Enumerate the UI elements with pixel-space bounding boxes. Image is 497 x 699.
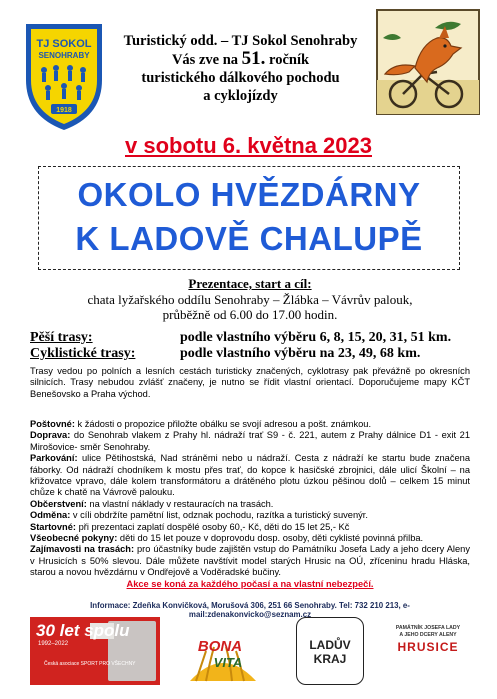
routes-section [30, 330, 480, 362]
laduv-kraj-line2: KRAJ [313, 652, 347, 666]
intro-paragraph: Trasy vedou po polních a lesních cestách turisticky značených, cyklotrasy pak převážně po okresních silnicích. Trasy nebudou zvlášť značeny, je nutno se řídit vlastní orientací. Doporučujeme mapy KČT Benešovsko a Praha východ. [30, 366, 470, 399]
event-date: v sobotu 6. května 2023 [125, 133, 372, 158]
hrusice-line2: A JEHO DCERY ALENY [399, 631, 457, 638]
registration-heading: Prezentace, start a cíl: [188, 276, 312, 291]
event-title-line2: K LADOVĚ CHALUPĚ [75, 220, 423, 257]
cycling-routes-value: podle vlastního výběru na 23, 49, 68 km. [180, 346, 421, 361]
info-item-fee: Startovné: při prezentaci zaplatí dospělé osoby 60,- Kč, děti do 15 let 25,- Kč [30, 521, 350, 532]
weather-risk-warning: Akce se koná za každého počasí a na vlastní nebezpečí. [126, 578, 374, 589]
registration-place: chata lyžařského oddílu Senohraby – Žlábka – Vávrův palouk, [87, 291, 413, 307]
walking-routes-value: podle vlastního výběru 6, 8, 15, 20, 31, 51 km. [180, 330, 452, 345]
organizer-invitation [108, 32, 373, 105]
walking-routes-row [30, 330, 480, 346]
walking-routes-label: Pěší trasy: [30, 330, 93, 345]
hrusice-name: HRUSICE [397, 640, 459, 654]
info-item-attractions: Zajímavosti na trasách: pro účastníky bude zajištěn vstup do Památníku Josefa Lady a jeho dcery Aleny v Hrusicích s 50% slevou. Dále můžete navštívit model starých Hrusic na OÚ, zříceninu hradu Hláska, starou a novou hvězdárnu v Ondřejově a Voděradské bučiny. [30, 544, 470, 578]
invitation-line: Vás zve na 51. ročník [171, 48, 310, 69]
sport-logo-subtitle: Česká asociace SPORT PRO VŠECHNY [44, 661, 136, 667]
event-type-line2: a cyklojízdy [203, 88, 278, 104]
tj-sokol-logo [22, 20, 106, 132]
organizer-name: Turistický odd. – TJ Sokol Senohraby [123, 33, 358, 49]
fox-cyclist-illustration [375, 8, 481, 116]
registration-section [40, 276, 460, 323]
hrusice-memorial-logo [380, 625, 476, 677]
sport-pro-vsechny-logo [30, 617, 160, 685]
info-section [30, 419, 470, 590]
info-item-refreshment: Občerstvení: na vlastní náklady v restauracích na trasách. [30, 498, 274, 509]
event-title-box [38, 166, 460, 270]
edition-number: 51. [241, 48, 266, 69]
info-item-instructions: Všeobecné pokyny: děti do 15 let pouze v doprovodu dosp. osoby, děti cyklisté povinná přilba. [30, 533, 424, 544]
sport-logo-title: 30 let spolu [36, 621, 130, 640]
info-item-reward: Odměna: v cíli obdržíte pamětní list, odznak pochodu, razítka a turistický suvenýr. [30, 510, 368, 521]
event-title-line1: OKOLO HVĚZDÁRNY [77, 176, 421, 213]
info-item-transport: Doprava: do Senohrab vlakem z Prahy hl. nádraží trať S9 - č. 221, autem z Prahy dálnice D1 - exit 21 Mirošovice- směr Senohraby. [30, 430, 470, 452]
bonavita-line2: VITA [213, 655, 243, 670]
laduv-kraj-logo [296, 617, 364, 685]
contact-info: Informace: Zdeňka Konvičková, Morušová 306, 251 66 Senohraby. Tel: 732 210 213, e-mail:zdenakonvicko@seznam.cz [90, 601, 410, 619]
bonavita-line1: BONA [197, 638, 243, 655]
info-item-parking: Parkování: ulice Pětihostská, Nad stráněmi nebo u nádraží. Cesta z nádraží ke startu bude značena fáborky. Od nádraží chodníkem k mostu přes trať, do kopce k hasičské zbrojnici, dále ulicí Školní – na křižovatce vpravo, dále kolem transformátoru a drátěného plotu úzkou pěšinou dolů – celkem 15 minut chůze k chatě na Vávrově palouku. [30, 453, 470, 498]
event-type-line1: turistického dálkového pochodu [141, 70, 340, 86]
cycling-routes-label: Cyklistické trasy: [30, 346, 136, 361]
logo-top-text: TJ SOKOL [36, 38, 92, 50]
registration-time: průběžně od 6.00 do 17.00 hodin. [162, 307, 338, 322]
sport-logo-years: 1992–2022 [38, 641, 69, 647]
logo-bottom-text: SENOHRABY [38, 51, 90, 60]
bonavita-logo [186, 625, 260, 685]
logo-year: 1918 [56, 107, 72, 114]
hrusice-line1: PAMÁTNÍK JOSEFA LADY [395, 625, 461, 631]
laduv-kraj-line1: LADŮV [309, 638, 351, 652]
info-item-postage: Poštovné: k žádosti o propozice přiložte obálku se svojí adresou a pošt. známkou. [30, 419, 372, 429]
cycling-routes-row [30, 346, 480, 362]
